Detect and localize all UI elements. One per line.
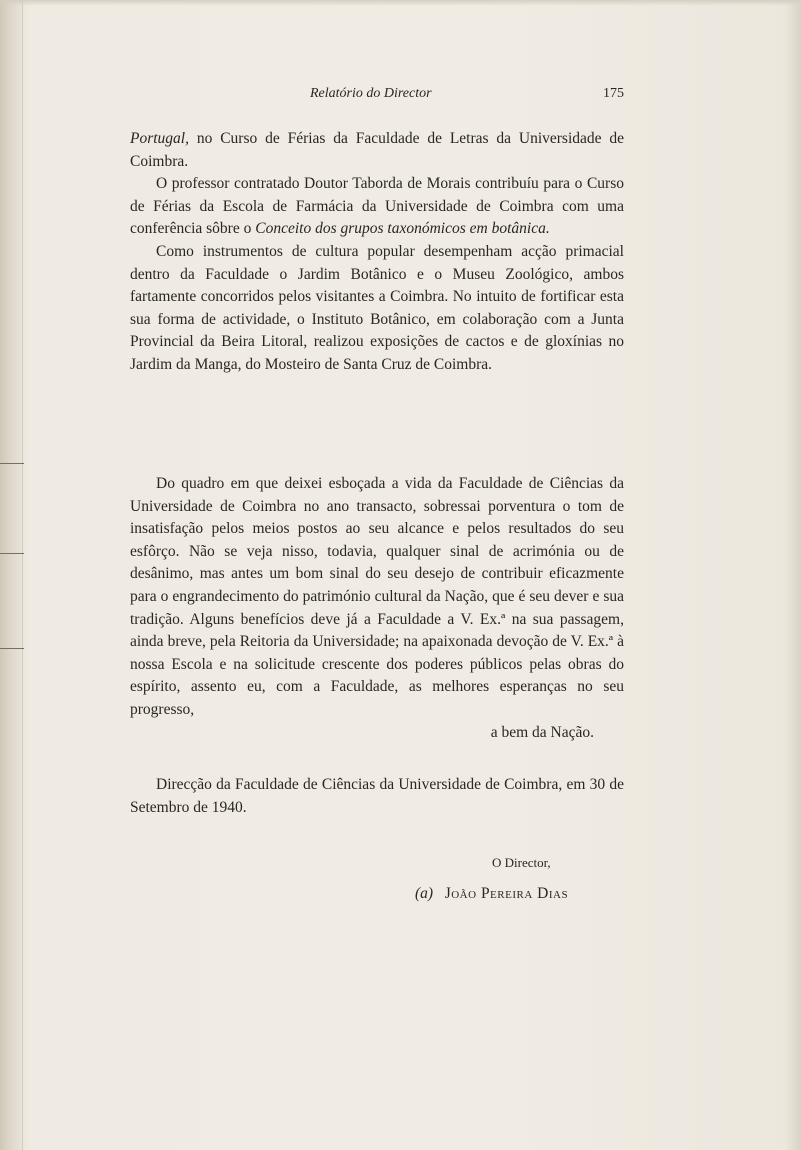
paragraph-popular-culture: Como instrumentos de cultura popular desempenham acção primacial dentro da Faculdade o Jardim Botânico e o Museu Zoológico, ambos fartamente concorridos pelos visitantes a Coimbra. No intuito de fortificar esta sua forma de actividade, o Instituto Botânico, em colaboração com a Junta Provincial da Beira Litoral, realizou exposições de cactos e de gloxínias no Jardim da Manga, do Mosteiro de Santa Cruz de Coimbra.	[130, 242, 624, 373]
signature-title: O Director,	[492, 855, 551, 870]
signature-name: João Pereira Dias	[444, 885, 569, 902]
page-number: 175	[603, 86, 624, 101]
page-binding-edge	[0, 0, 23, 1150]
paragraph-text: O professor contratado Doutor Taborda de Morais contribuíu para o Curso de Férias da Escola de Farmácia da Universidade de Coimbra com uma conferência sôbre o	[130, 175, 624, 238]
binding-thread-mark	[0, 553, 24, 554]
paragraph-taborda-de-morais	[130, 173, 624, 241]
italic-term-portugal: Portugal,	[130, 130, 189, 147]
body-block-date	[130, 774, 624, 819]
page-right-edge	[785, 0, 801, 1150]
running-title: Relatório do Director	[310, 86, 432, 101]
page-top-shadow	[0, 0, 801, 6]
signature-mark: (a)	[415, 885, 434, 902]
body-block-activities	[130, 128, 624, 377]
paragraph-summer-course-letters	[130, 128, 624, 173]
signature-line	[415, 885, 568, 903]
closing-phrase: a bem da Nação.	[490, 723, 594, 741]
running-header	[130, 86, 624, 106]
binding-thread-mark	[0, 648, 24, 649]
paragraph-text: no Curso de Férias da Faculdade de Letras da Universidade de Coimbra.	[130, 130, 624, 170]
binding-thread-mark	[0, 463, 24, 464]
body-block-conclusion	[130, 473, 624, 744]
paragraph-date-line: Direcção da Faculdade de Ciências da Universidade de Coimbra, em 30 de Setembro de 1940.	[130, 776, 624, 816]
italic-lecture-title: Conceito dos grupos taxonómicos em botânica.	[255, 220, 550, 238]
paragraph-conclusion: Do quadro em que deixei esboçada a vida da Faculdade de Ciências da Universidade de Coimbra no ano transacto, sobressai porventura o tom de insatisfação pelos meios postos ao seu alcance e pelos resultados do seu esfôrço. Não se veja nisso, todavia, qualquer sinal de acrimónia ou de desânimo, mas antes um bom sinal do seu desejo de contribuir eficazmente para o engrandecimento do património cultural da Nação, que é seu dever e sua tradição. Alguns benefícios deve já a Faculdade a V. Ex.ª na sua passagem, ainda breve, pela Reitoria da Universidade; na apaixonada devoção de V. Ex.ª à nossa Escola e na solicitude crescente dos poderes públicos pelas obras do espírito, assento eu, com a Faculdade, as melhores esperanças no seu progresso,	[130, 475, 624, 718]
